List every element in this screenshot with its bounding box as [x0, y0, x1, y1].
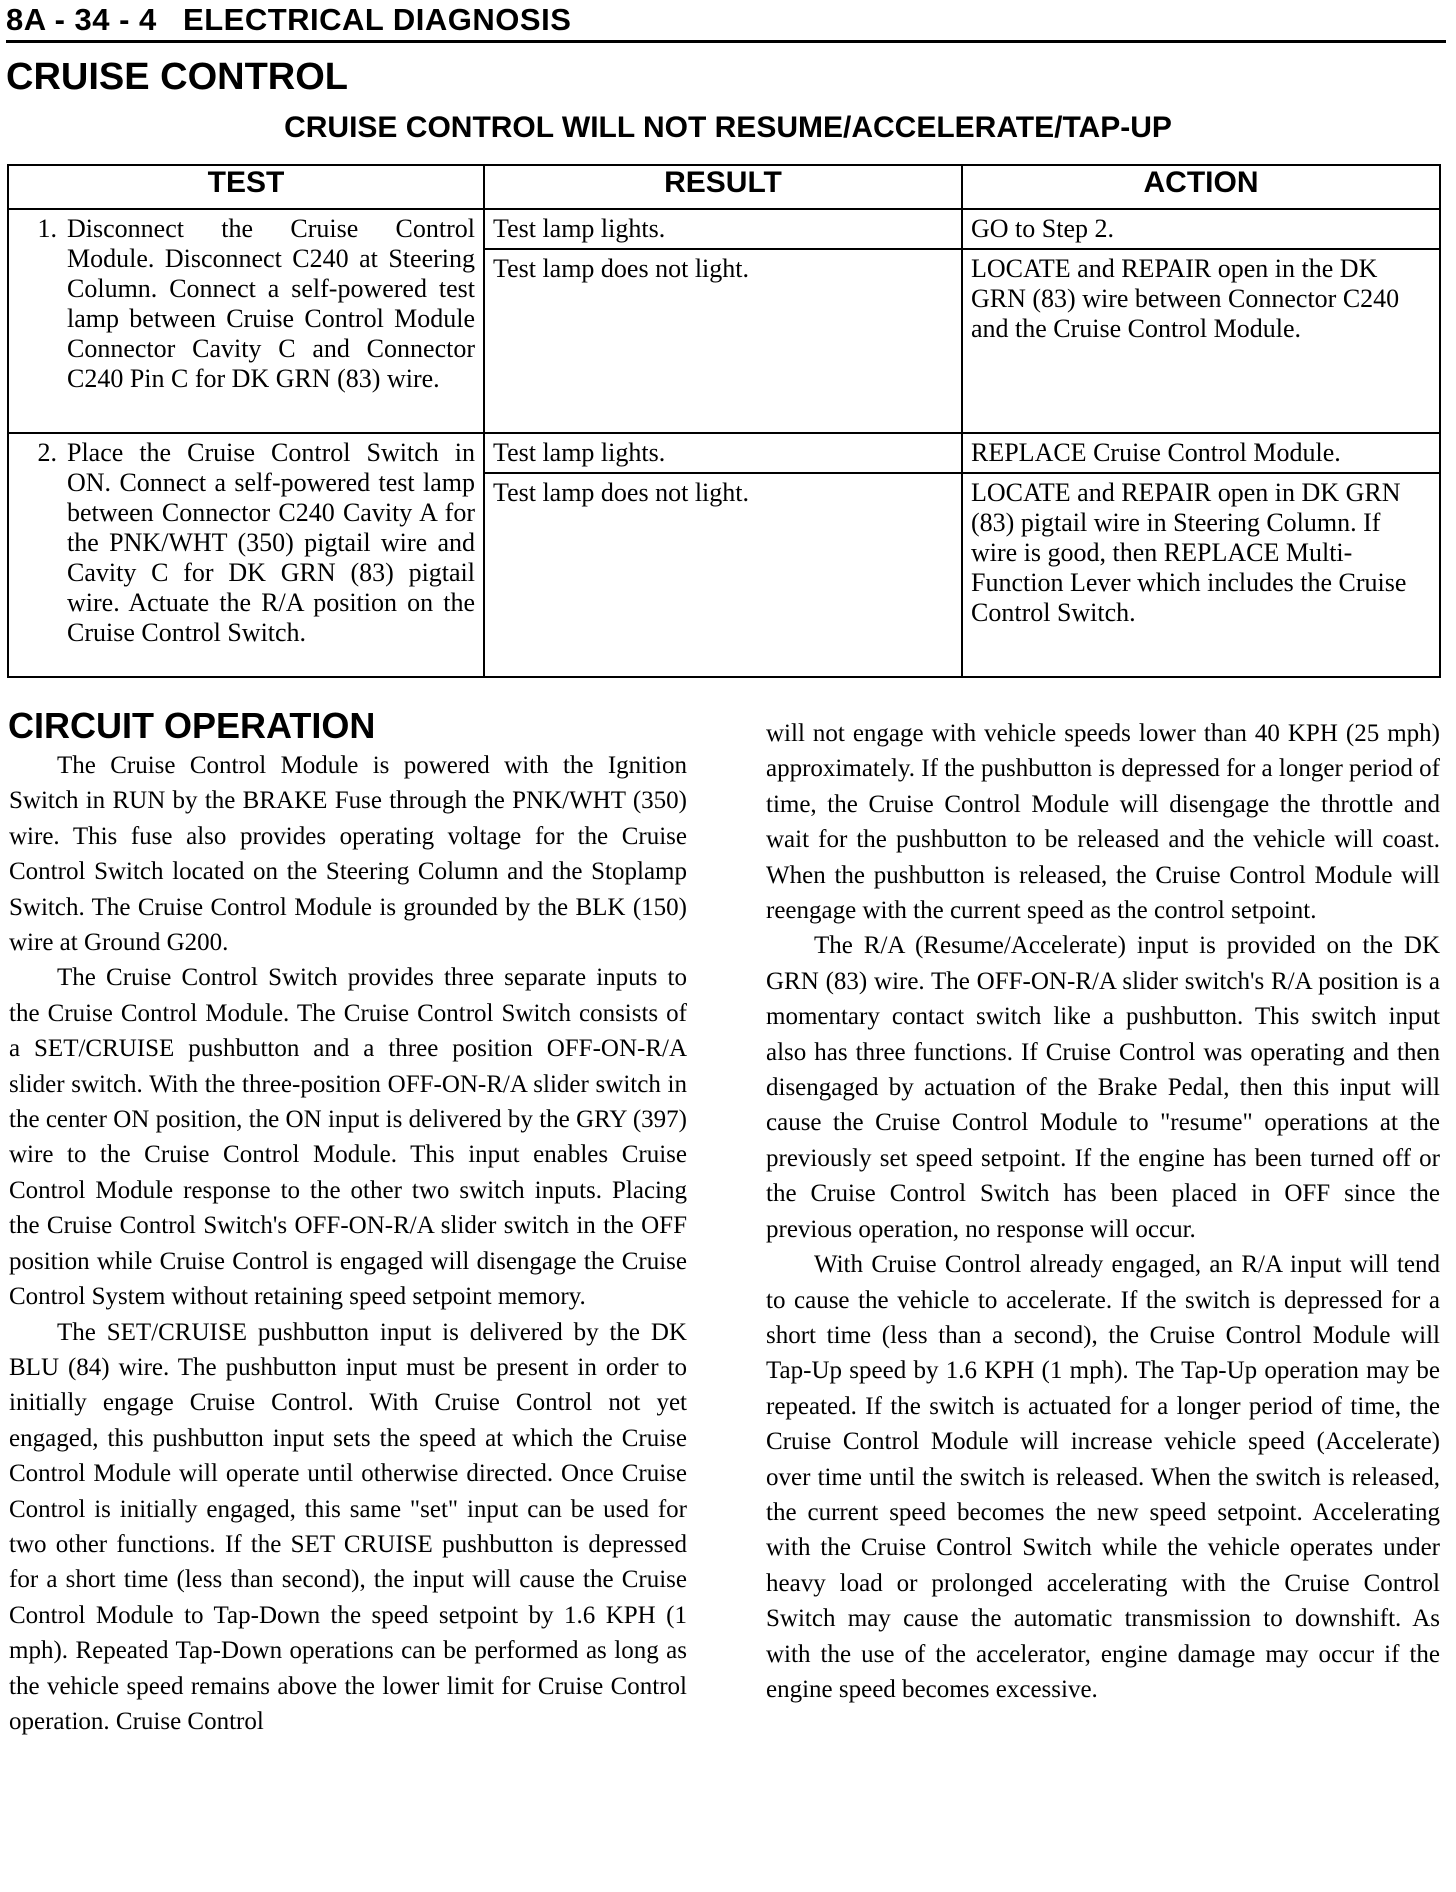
step-test-text: Place the Cruise Control Switch in ON. Connect a self-powered test lamp between Connector C240 Cavity A for the PNK/WHT (350) pigtail wire and Cavity C for DK GRN (83) pigtail wire. Actuate the R/A position on the Cruise Control Switch.: [67, 438, 475, 647]
step-number: 2.: [37, 438, 57, 467]
result-cell: Test lamp lights.: [484, 209, 962, 249]
table-row: [8, 209, 1440, 249]
page-header: [6, 2, 1446, 43]
table-header-row: [8, 165, 1440, 209]
action-cell: LOCATE and REPAIR open in the DK GRN (83) wire between Connector C240 and the Cruise Control Module.: [962, 249, 1440, 433]
paragraph: The Cruise Control Module is powered with the Ignition Switch in RUN by the BRAKE Fuse through the PNK/WHT (350) wire. This fuse also provides operating voltage for the Cruise Control Switch located on the Steering Column and the Stoplamp Switch. The Cruise Control Module is grounded by the BLK (150) wire at Ground G200.: [9, 752, 687, 957]
table-row: [8, 433, 1440, 473]
header-result: RESULT: [484, 165, 962, 209]
right-text-column: [766, 716, 1440, 1707]
paragraph: The R/A (Resume/Accelerate) input is provided on the DK GRN (83) wire. The OFF-ON-R/A slider switch's R/A position is a momentary contact switch like a pushbutton. This switch input also has three functions. If Cruise Control was operating and then disengaged by actuation of the Brake Pedal, then this input will cause the Cruise Control Module to "resume" operations at the previously set speed setpoint. If the engine has been turned off or the Cruise Control Switch has been placed in OFF since the previous operation, no response will occur.: [766, 932, 1440, 1243]
result-cell: Test lamp does not light.: [484, 249, 962, 433]
section-name: ELECTRICAL DIAGNOSIS: [183, 2, 572, 37]
paragraph: The Cruise Control Switch provides three separate inputs to the Cruise Control Module. The Cruise Control Switch consists of a SET/CRUISE pushbutton and a three position OFF-ON-R/A slider switch. With the three-position OFF-ON-R/A slider switch in the center ON position, the ON input is delivered by the GRY (397) wire to the Cruise Control Module. This input enables Cruise Control Module response to the other two switch inputs. Placing the Cruise Control Switch's OFF-ON-R/A slider switch in the OFF position while Cruise Control is engaged will disengage the Cruise Control System without retaining speed setpoint memory.: [9, 964, 687, 1311]
paragraph: The SET/CRUISE pushbutton input is delivered by the DK BLU (84) wire. The pushbutton input must be present in order to initially engage Cruise Control. With Cruise Control not yet engaged, this pushbutton input sets the speed at which the Cruise Control Module will operate until otherwise directed. Once Cruise Control is initially engaged, this same "set" input can be used for two other functions. If the SET CRUISE pushbutton is depressed for a short time (less than second), the input will cause the Cruise Control Module to Tap-Down the speed setpoint by 1.6 KPH (1 mph). Repeated Tap-Down operations can be performed as long as the vehicle speed remains above the lower limit for Cruise Control operation. Cruise Control: [9, 1318, 687, 1735]
circuit-operation-title: CIRCUIT OPERATION: [8, 705, 376, 746]
action-cell: GO to Step 2.: [962, 209, 1440, 249]
table-title: CRUISE CONTROL WILL NOT RESUME/ACCELERATE/TAP-UP: [284, 111, 1172, 144]
test-cell: [8, 433, 484, 677]
step-number: 1.: [37, 214, 57, 243]
page-number: 8A - 34 - 4: [6, 2, 157, 37]
result-cell: Test lamp does not light.: [484, 473, 962, 677]
step-test-text: Disconnect the Cruise Control Module. Disconnect C240 at Steering Column. Connect a self-powered test lamp between Cruise Control Module Connector Cavity C and Connector C240 Pin C for DK GRN (83) wire.: [67, 214, 475, 393]
section-title: CRUISE CONTROL: [6, 56, 348, 98]
left-text-column: [9, 748, 687, 1739]
diagnosis-table: [7, 164, 1441, 678]
header-test: TEST: [8, 165, 484, 209]
header-action: ACTION: [962, 165, 1440, 209]
paragraph: With Cruise Control already engaged, an R/A input will tend to cause the vehicle to accelerate. If the switch is depressed for a short time (less than a second), the Cruise Control Module will Tap-Up speed by 1.6 KPH (1 mph). The Tap-Up operation may be repeated. If the switch is actuated for a longer period of time, the Cruise Control Module will increase vehicle speed (Accelerate) over time until the switch is released. When the switch is released, the current speed becomes the new speed setpoint. Accelerating with the Cruise Control Switch while the vehicle operates under heavy load or prolonged accelerating with the Cruise Control Switch may cause the automatic transmission to downshift. As with the use of the accelerator, engine damage may occur if the engine speed becomes excessive.: [766, 1251, 1440, 1703]
action-cell: REPLACE Cruise Control Module.: [962, 433, 1440, 473]
test-cell: [8, 209, 484, 433]
paragraph-continuation: will not engage with vehicle speeds lower than 40 KPH (25 mph) approximately. If the pushbutton is depressed for a longer period of time, the Cruise Control Module will disengage the throttle and wait for the pushbutton to be released and the vehicle will coast. When the pushbutton is released, the Cruise Control Module will reengage with the current speed as the control setpoint.: [766, 720, 1440, 925]
action-cell: LOCATE and REPAIR open in DK GRN (83) pigtail wire in Steering Column. If wire is good, then REPLACE Multi-Function Lever which includes the Cruise Control Switch.: [962, 473, 1440, 677]
result-cell: Test lamp lights.: [484, 433, 962, 473]
